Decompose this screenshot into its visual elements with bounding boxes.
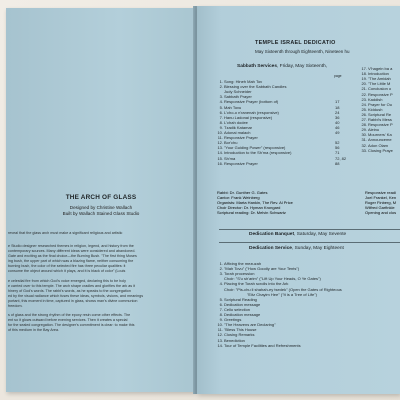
item-title: V'hagein ba a	[368, 66, 393, 71]
item-title: Hanu Ladonai (responsive)	[224, 114, 273, 120]
body-line: e Studio designer researched themes in religion, legend, and history from the	[8, 244, 134, 248]
body-line: consume the object around which it plays, and it is black of color" (Louis	[8, 269, 126, 274]
item-title: "The Amidah	[368, 76, 391, 82]
item-number: 33.	[361, 147, 367, 153]
item-number: 5.	[219, 296, 223, 302]
item-page-number: 49	[335, 130, 340, 135]
dedication-date-text: , Sunday, May Eighteent	[291, 246, 344, 251]
item-title: Mah Tovu	[224, 104, 242, 110]
body-line: freedom.	[8, 304, 23, 309]
item-number: 12.	[217, 140, 223, 146]
item-number: 15.	[217, 155, 223, 161]
item-title: Sabbath Prayer	[224, 94, 252, 100]
item-number: 32.	[361, 142, 367, 148]
credit-line: Scriptural reading: Dr. Melvin Schwartz	[217, 210, 286, 216]
item-page-number: 18	[335, 104, 340, 110]
sabbath-services-heading	[237, 64, 327, 69]
body-line: Gate and exciting as the final choice—the Burning Bush. "The first thing Moses	[8, 254, 137, 259]
item-number: 3.	[219, 271, 223, 277]
item-number: 20.	[361, 81, 367, 87]
arch-builder-credit: Built by Wallach Stained Glass Studio	[62, 211, 140, 216]
body-paragraph-3	[8, 313, 194, 333]
item-number: 6.	[219, 109, 223, 115]
item-title: Tzadik Katamar	[224, 124, 253, 130]
right-page	[197, 6, 400, 394]
arch-designer-credit: Designed by Christine Wallach	[69, 205, 133, 210]
item-title: "The Heavens are Declaring"	[224, 322, 276, 328]
item-title: Conclusion o	[368, 86, 392, 92]
item-number: 7.	[219, 306, 223, 312]
item-title: Choir: "Pis-chu li shahah-ey tsedek" (Open the Gates of Righteous	[224, 286, 342, 292]
page-column-header: page	[334, 74, 342, 78]
item-page-number: 24	[335, 109, 340, 115]
item-title: Responsive Prayer	[224, 135, 258, 141]
arch-title: THE ARCH OF GLASS	[65, 194, 137, 201]
item-number: 8.	[219, 119, 223, 125]
body-line: hinery of God's words. The rabbi's words, as he speaks to the congregation	[8, 289, 131, 294]
body-line: e carried over to this temple. The arch shape cradles and glorifies the ark as it	[8, 284, 136, 289]
item-title: "Mah Tovu" ("How Goodly are Your Tents")	[224, 266, 300, 272]
program-title: TEMPLE ISRAEL DEDICATIO	[255, 40, 336, 46]
item-title: Cello selection	[224, 306, 251, 312]
dedication-banquet-heading	[249, 232, 346, 237]
item-title: Song: Hineh Mah Tov	[224, 79, 263, 84]
item-title: Dedication message	[224, 301, 261, 307]
item-title: L'chah dodee	[224, 119, 248, 125]
item-title: Placing the Torah scrolls into the Ark	[224, 281, 289, 287]
item-title: Scriptural Re	[368, 111, 392, 117]
item-title: Torah procession	[224, 271, 255, 277]
item-title: Responsive Prayer	[224, 160, 258, 166]
item-number: 29.	[361, 127, 367, 133]
item-title: Kiddush	[368, 106, 383, 112]
item-number: 9.	[219, 317, 223, 323]
item-title: Closing Praye	[368, 147, 393, 153]
body-line: ing bush, the upper part of which was a blazing flame, neither consuming the	[8, 259, 134, 264]
item-number: 10.	[217, 322, 223, 328]
item-title: Announceme	[368, 137, 392, 143]
intro-line: reveal that the glass arch must make a significant religious and artistic	[8, 231, 123, 235]
item-number: 4.	[219, 99, 223, 105]
credit-line: Opening and clos	[365, 210, 397, 216]
item-title: Judy Schneider	[224, 89, 252, 95]
item-title: Kaddish	[368, 96, 383, 102]
section-divider	[219, 242, 400, 243]
item-title: Bor'chu	[224, 140, 238, 146]
item-page-number: 72, 82	[335, 155, 347, 161]
item-number: 13.	[217, 145, 223, 151]
item-page-number: 71	[335, 150, 340, 156]
item-title: Tour of Temple Facilities and Refreshments	[224, 342, 301, 348]
credit-line: Responsive readi	[365, 190, 396, 195]
item-number: 2.	[219, 84, 223, 90]
item-title: Scriptural Reading	[224, 296, 257, 302]
item-title: Choir: "S'u sh'arim" ("Lift Up Your Heads, O Ye Gates")	[224, 276, 321, 282]
item-number: 25.	[361, 106, 367, 112]
item-number: 16.	[217, 160, 223, 166]
item-title: Responsive P	[368, 122, 393, 128]
credit-line: Cantor: Frank Weinberg	[217, 195, 260, 201]
item-number: 11.	[217, 327, 223, 333]
item-number: 21.	[361, 86, 367, 92]
body-line: ent so it glows outward before evening services. Then it creates a special	[8, 318, 128, 323]
dedication-service-heading	[249, 246, 344, 251]
sabbath-program-item	[217, 160, 258, 166]
item-number: 13.	[217, 337, 223, 343]
item-number: 9.	[219, 124, 223, 130]
item-number: 19.	[361, 76, 367, 82]
item-number: 26.	[361, 111, 367, 117]
sabbath-heading-text: Sabbath Services	[237, 64, 277, 69]
item-page-number: 52	[335, 140, 340, 146]
item-title: Responsive Prayer (bottom of)	[224, 99, 279, 105]
dedication-program-item	[247, 292, 317, 297]
item-page-number: 40	[335, 119, 340, 125]
item-number: 3.	[219, 94, 223, 100]
item-number: 1.	[219, 261, 223, 266]
item-number: 2.	[219, 266, 223, 272]
item-number: 30.	[361, 132, 367, 138]
credit-line: Choir Director: Dr. Hyman Krongard	[217, 205, 281, 211]
credit-line: Roger Finberg, M	[365, 200, 397, 206]
program-dates: May Sixteenth through Eighteenth, Nineteen hu	[255, 49, 350, 54]
item-number: 22.	[361, 91, 367, 97]
credit-line: Wilfred Garfinkle	[365, 205, 395, 211]
item-title: "Your Guiding Power" (responsive)	[224, 145, 286, 151]
item-title: Adon Olam	[368, 142, 389, 148]
item-page-number: 36	[335, 114, 340, 120]
item-title: L'cho-o n'ranenah (responsive)	[224, 109, 279, 115]
credit-line: Joel Frankel, Ken	[365, 195, 397, 201]
sabbath-date-text: , Friday, May Sixteenth,	[277, 64, 328, 69]
item-page-number: 46	[335, 124, 340, 130]
body-line: s of glass and the strong rhythm of the epoxy resin come other effects. The	[8, 313, 131, 317]
credit-line: Rabbi: Dr. Gunther G. Gates	[217, 190, 268, 195]
item-title: Dedication message	[224, 312, 261, 317]
item-title: Aleinu	[368, 127, 380, 133]
item-number: 8.	[219, 312, 223, 317]
item-number: 11.	[217, 135, 223, 141]
item-title: Rabbi's Mess	[368, 117, 392, 122]
item-number: 14.	[217, 150, 223, 156]
item-number: 28.	[361, 122, 367, 128]
item-title: Introduction	[368, 71, 389, 77]
item-number: 5.	[219, 104, 223, 110]
item-number: 14.	[217, 342, 223, 348]
item-number: 6.	[219, 301, 223, 307]
item-title: Mourners' Ka	[368, 132, 392, 138]
item-number: 23.	[361, 96, 367, 102]
item-number: 7.	[219, 114, 223, 120]
item-number: 18.	[361, 71, 367, 77]
left-page	[6, 8, 196, 392]
sabbath-program-item	[361, 147, 393, 153]
body-line: portant, this moment in time, captured in glass, shows man's divine communion	[8, 299, 138, 304]
item-title: Introduction to the Sh'ma (responsive)	[224, 150, 292, 156]
body-line: contemporary sources. Many different ideas were considered and abandoned.	[8, 249, 136, 254]
item-title: Greetings	[224, 317, 242, 323]
body-line: e celestial fire from which God's voice emerged, declaring this to be holy	[8, 279, 126, 283]
body-line: burning bush, the color of the selected fire has three peculiar qualities: it	[8, 264, 126, 269]
item-title: "The Little M	[368, 81, 391, 87]
credit-line: Organists: Marta Hankin, The Rev. Al Price	[217, 200, 293, 206]
item-number: 12.	[217, 332, 223, 338]
item-number: 24.	[361, 101, 367, 107]
item-title: Responsive P	[368, 91, 393, 97]
body-line: of this medium in the Bay Area.	[8, 328, 60, 333]
item-page-number: 56	[335, 145, 340, 151]
item-title: "Eitz Chayim Hee" ("It is a Tree of Life")	[247, 291, 317, 297]
item-number: 31.	[361, 137, 367, 143]
item-title: Affixing the mezuzah	[224, 261, 262, 266]
dedication-program-item	[217, 342, 301, 348]
item-title: Prayer for Ou	[368, 101, 393, 107]
banquet-date-text: , Saturday, May Sevente	[294, 232, 347, 237]
item-title: "Bless This House	[224, 327, 257, 333]
item-number: 4.	[219, 281, 223, 287]
body-paragraph-2	[8, 279, 194, 310]
item-number: 27.	[361, 117, 367, 122]
item-title: Sh'ma	[224, 155, 236, 161]
body-paragraph-1	[8, 244, 194, 275]
dedication-heading-text: Dedication Service	[249, 246, 292, 251]
section-divider	[219, 229, 400, 230]
item-title: Adonai malach	[224, 130, 251, 135]
item-title: Benediction	[224, 337, 245, 343]
item-page-number: 17	[335, 99, 340, 105]
body-line: for the sealed congregation. The designer's commitment is clear: to make this	[8, 323, 135, 328]
banquet-heading-text: Dedication Banquet	[249, 232, 295, 237]
item-number: 1.	[219, 79, 223, 84]
item-number: 17.	[361, 66, 367, 71]
item-page-number: 88	[335, 160, 340, 166]
item-title: Blessing over the Sabbath Candles	[224, 84, 287, 90]
item-title: Closing Remarks	[224, 332, 255, 338]
intro-paragraph	[8, 231, 194, 236]
body-line: ed by the visual radiance which fuses these ideas, symbols, visions, and meanings	[8, 294, 144, 299]
item-number: 10.	[217, 130, 223, 135]
